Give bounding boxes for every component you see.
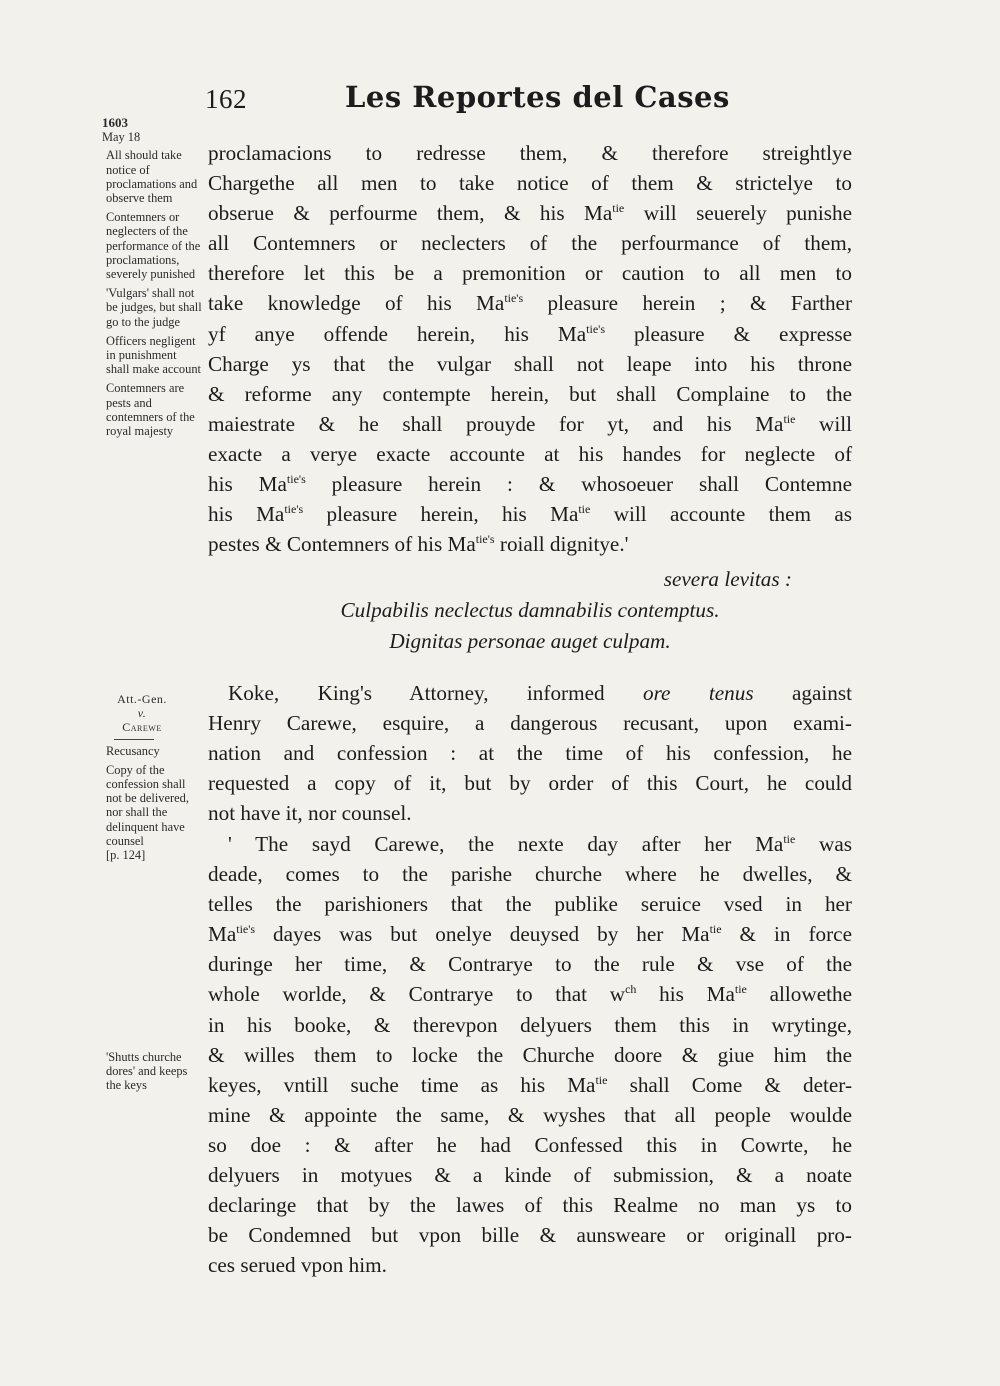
margin-note: Contemners or neglecters of the performance of the proclamations, severely punished [106,210,201,282]
margin-date: May 18 [102,130,141,145]
page-number: 162 [205,84,247,114]
margin-note: All should take notice of proclamations and observe them [106,148,198,206]
text-line: his $Ma^{tie's}$ pleasure herein : & whosoeuer shall Contemne [208,472,853,497]
text-line: keyes, vntill suche time as his $Ma^{tie}$ shall Come & deter- [208,1072,852,1097]
text-line: nation and confession : at the time of his confession, he [208,741,852,766]
text-line: proclamacions to redresse them, & therefore streightlye [208,141,852,165]
case-title-plaintiff: Att.-Gen. [117,692,167,706]
margin-note: 'Shutts churche dores' and keeps the keys [106,1050,188,1093]
margin-note: Officers negligent in punishment shall make account [106,333,201,377]
margin-note: 'Vulgars' shall not be judges, but shall go to the judge [106,286,202,329]
margin-note: Recusancy [106,743,160,758]
latin-maxims [208,564,852,657]
text-line: obserue & perfourme them, & his $Ma^{tie}$ will seuerely punishe [208,201,852,226]
paragraph-carewe-statement [208,829,852,1280]
maxim-line: Dignitas personae auget culpam. [389,629,671,653]
maxim-line: severa levitas : [663,567,792,591]
text-line: duringe her time, & Contrarye to the rule & vse of the [208,952,852,977]
case-title-versus: v. [137,706,147,721]
text-line: requested a copy of it, but by order of this Court, he could [208,771,852,796]
text-line: declaringe that by the lawes of this Realme no man ys to [208,1193,852,1218]
margin-notes-top [102,116,202,443]
text-line: be Condemned but vpon bille & aunsweare or originall pro- [208,1223,852,1248]
paragraph-carewe-case [208,678,852,828]
text-line: Koke, King's Attorney, informed ore tenus against [228,681,852,705]
margin-year: 1603 [102,115,128,130]
text-line: exacte a verye exacte accounte at his handes for neglecte of [208,441,852,466]
text-line: deade, comes to the parishe churche where he dwelles, & [208,862,852,887]
text-line: & willes them to locke the Churche doore & giue him the [208,1042,852,1067]
case-title-rule [114,739,154,740]
text-line: take knowledge of his $Ma^{tie's}$ pleasure herein ; & Farther [208,291,853,316]
margin-note: Contemners are pests and contemners of the royal majesty [106,381,195,439]
text-line: all Contemners or neclecters of the perfourmance of them, [208,231,852,256]
text-line: in his booke, & therevpon delyuers them this in wrytinge, [208,1012,852,1037]
text-line: so doe : & after he had Confessed this in Cowrte, he [208,1132,852,1157]
text-line: Henry Carewe, esquire, a dangerous recusant, upon exami- [208,711,852,736]
text-line: not have it, nor counsel. [208,801,412,826]
text-line: whole worlde, & Contrarye to that $w^{ch}$ his $Ma^{tie}$ allowethe [208,982,852,1007]
text-line: ces serued vpon him. [208,1253,387,1278]
margin-notes-case [102,692,202,867]
text-line: telles the parishioners that the publike seruice vsed in her [208,892,852,917]
margin-page-ref: [p. 124] [106,848,146,863]
page-header [205,80,850,130]
text-line: pestes & Contemners of his $Ma^{tie's}$ roiall dignitye.' [208,532,629,557]
maxim-line: Culpabilis neclectus damnabilis contemptus. [340,598,720,622]
text-line: Chargethe all men to take notice of them & strictelye to [208,171,852,196]
text-line: & reforme any contempte herein, but shall Complaine to the [208,381,852,406]
text-line: yf anye offende herein, his $Ma^{tie's}$ pleasure & expresse [208,321,852,346]
text-line: ' The sayd Carewe, the nexte day after her $Ma^{tie}$ was [228,832,853,856]
text-line: Charge ys that the vulgar shall not leape into his throne [208,351,852,376]
margin-note: Copy of the confession shall not be delivered, nor shall the delinquent have counsel [106,762,189,848]
text-line: delyuers in motyues & a kinde of submission, & a noate [208,1163,852,1188]
text-line: his $Ma^{tie's}$ pleasure herein, his $Ma^{tie}$ will accounte them as [208,502,852,527]
text-line: maiestrate & he shall prouyde for yt, and his $Ma^{tie}$ will [208,411,852,436]
paragraph-proclamations [208,138,852,559]
text-line: $Ma^{tie's}$ dayes was but onelye deuysed by her $Ma^{tie}$ & in force [208,922,852,947]
case-title-defendant: Carewe [122,720,162,735]
margin-notes-bottom [102,1050,202,1098]
text-line: mine & appointe the same, & wyshes that all people woulde [208,1102,852,1127]
running-title: Les Reportes del Cases [345,80,730,114]
text-line: therefore let this be a premonition or caution to all men to [208,261,852,286]
